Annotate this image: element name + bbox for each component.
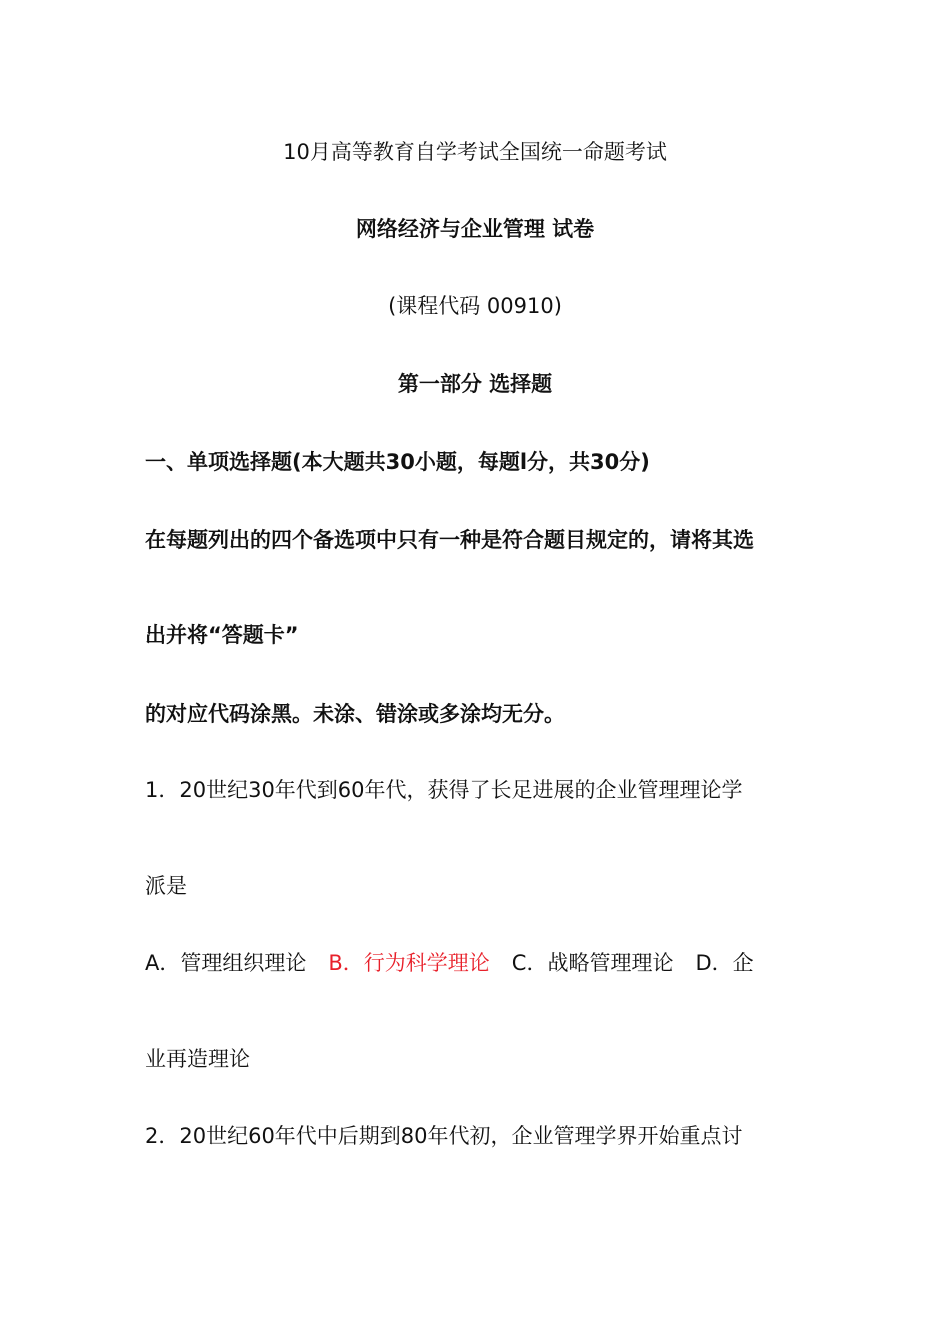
option-d: D．企 [695,951,754,975]
instruction-line-3: 的对应代码涂黑。未涂、错涂或多涂均无分。 [145,702,565,726]
question-2-stem-line-1: 2．20世纪60年代中后期到80年代初，企业管理学界开始重点讨 [145,1124,743,1148]
paper-title: 网络经济与企业管理 试卷 [355,217,595,241]
exam-title: 10月高等教育自学考试全国统一命题考试 [283,140,667,164]
option-c: C．战略管理理论 [511,951,674,975]
question-1-stem-line-1: 1．20世纪30年代到60年代，获得了长足进展的企业管理理论学 [145,778,743,802]
course-code: (课程代码 00910) [388,294,562,318]
instruction-line-2: 出并将“答题卡” [145,623,299,647]
option-b-answer: B．行为科学理论 [328,951,490,975]
question-1-options [145,948,754,978]
section-heading: 一、单项选择题(本大题共30小题，每题l分，共30分) [145,450,650,474]
question-1-stem-line-2: 派是 [145,874,187,898]
instruction-line-1: 在每题列出的四个备选项中只有一种是符合题目规定的，请将其选 [145,528,754,552]
part-title: 第一部分 选择题 [397,372,553,396]
option-a: A．管理组织理论 [145,951,307,975]
question-1-option-d-continued: 业再造理论 [145,1047,250,1071]
